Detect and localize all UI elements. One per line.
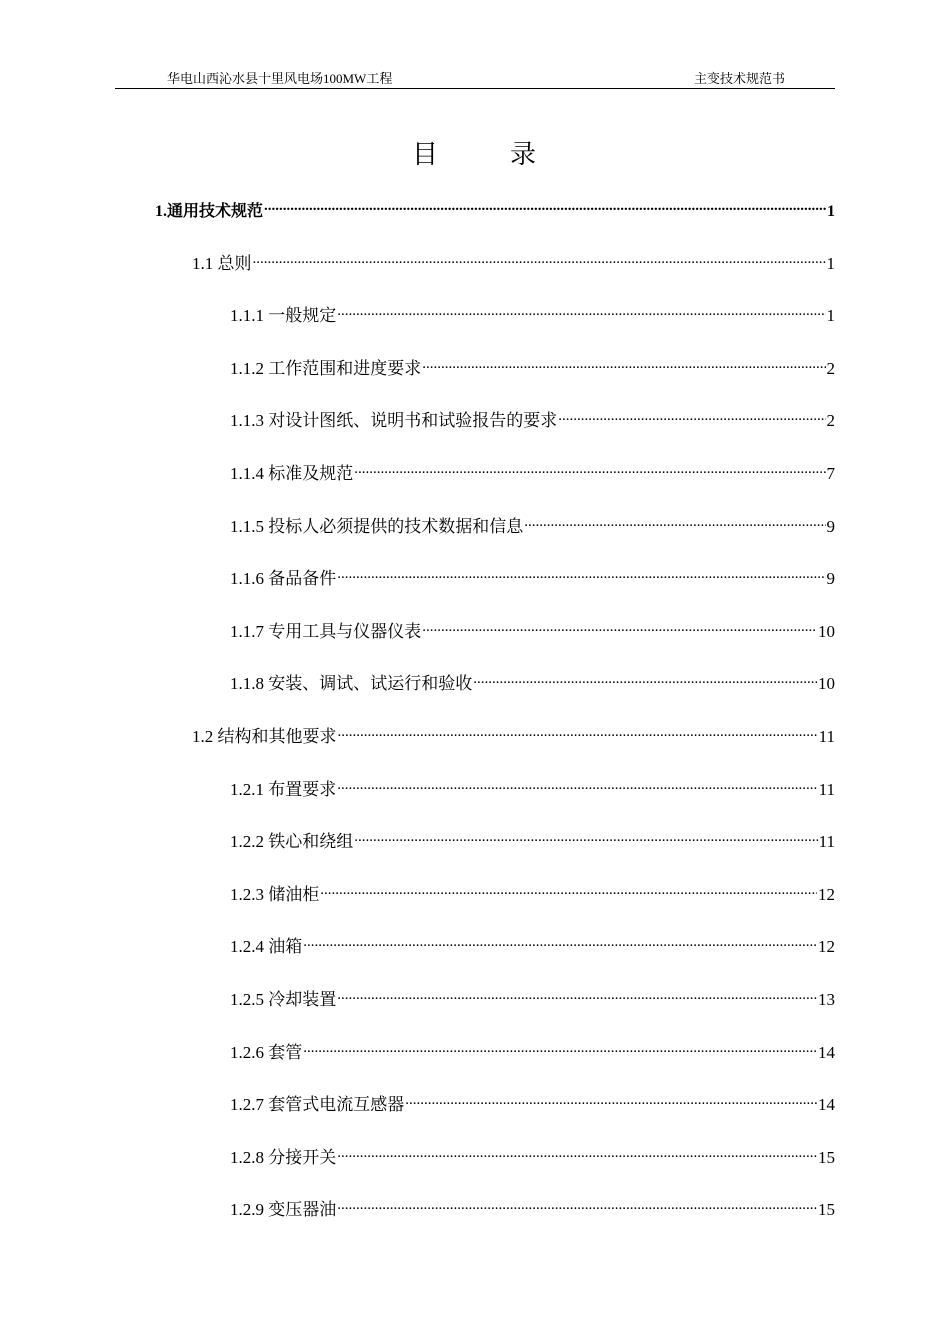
header-document-title: 主变技术规范书	[693, 71, 785, 86]
toc-dot-leader	[264, 190, 826, 216]
toc-dot-leader	[558, 400, 825, 426]
toc-entry-page-number: 7	[826, 464, 835, 483]
toc-dot-leader	[303, 926, 817, 952]
toc-entry[interactable]	[230, 1084, 835, 1115]
toc-dot-leader	[338, 716, 818, 742]
toc-entry-label: 1.2.8 分接开关	[230, 1147, 337, 1167]
toc-entry-page-number: 10	[818, 621, 835, 641]
toc-entry[interactable]	[230, 663, 835, 694]
toc-dot-leader	[422, 348, 825, 374]
toc-heading-char-1: 目	[411, 140, 440, 170]
toc-dot-leader	[337, 769, 817, 795]
toc-entry-page-number: 9	[826, 569, 835, 589]
toc-entry-label: 1.1 总则	[192, 253, 252, 273]
toc-dot-leader	[303, 1032, 817, 1058]
toc-entry-label: 1.1.7 专用工具与仪器仪表	[230, 621, 422, 641]
toc-entry[interactable]	[192, 243, 835, 273]
toc-entry-label: 1.2.1 布置要求	[230, 779, 337, 799]
toc-entry-page-number: 12	[818, 937, 835, 957]
toc-entry-page-number: 11	[818, 727, 835, 746]
toc-entry[interactable]	[230, 1189, 835, 1220]
toc-entry-page-number: 15	[818, 1147, 835, 1167]
toc-entry-label: 1.2.7 套管式电流互感器	[230, 1095, 405, 1115]
toc-entry[interactable]	[230, 1032, 835, 1062]
toc-entry-label: 1.2.2 铁心和绕组	[230, 832, 354, 852]
toc-entry-label: 1.1.8 安装、调试、试运行和验收	[230, 674, 473, 694]
toc-entry-page-number: 2	[826, 411, 835, 431]
toc-entry-label: 1.2.9 变压器油	[230, 1200, 337, 1220]
toc-entry[interactable]	[230, 400, 835, 431]
toc-dot-leader	[405, 1084, 817, 1110]
toc-entry[interactable]	[230, 979, 835, 1009]
toc-entry[interactable]	[230, 926, 835, 957]
toc-dot-leader	[473, 663, 817, 689]
toc-entry[interactable]	[230, 558, 835, 589]
toc-dot-leader	[337, 558, 825, 584]
toc-entry-page-number: 14	[818, 1042, 835, 1062]
toc-entry-page-number: 13	[818, 990, 835, 1009]
toc-entry[interactable]	[230, 611, 835, 641]
toc-entry-label: 1.1.1 一般规定	[230, 306, 337, 326]
toc-dot-leader	[253, 243, 826, 269]
toc-entry[interactable]	[230, 1137, 835, 1167]
toc-entry[interactable]	[155, 190, 835, 220]
toc-dot-leader	[422, 611, 817, 637]
toc-entry-label: 1.1.3 对设计图纸、说明书和试验报告的要求	[230, 411, 558, 431]
toc-entry[interactable]	[230, 821, 835, 852]
toc-dot-leader	[337, 979, 817, 1005]
toc-heading	[0, 134, 950, 171]
toc-entry-page-number: 9	[826, 516, 835, 536]
toc-entry-label: 1.1.6 备品备件	[230, 569, 337, 589]
toc-entry[interactable]	[192, 716, 835, 746]
toc-entry-page-number: 14	[818, 1095, 835, 1115]
toc-entry-page-number: 2	[826, 358, 835, 378]
toc-dot-leader	[524, 506, 825, 532]
toc-entry-page-number: 1	[827, 203, 835, 220]
toc-entry-label: 1.1.5 投标人必须提供的技术数据和信息	[230, 516, 524, 536]
toc-dot-leader	[354, 821, 817, 847]
toc-entry-page-number: 11	[818, 832, 835, 852]
toc-entry-page-number: 1	[826, 306, 835, 326]
toc-dot-leader	[354, 453, 825, 479]
toc-entry[interactable]	[230, 348, 835, 378]
toc-dot-leader	[337, 1189, 817, 1215]
toc-entry-label: 1.2.4 油箱	[230, 937, 303, 957]
toc-dot-leader	[320, 874, 817, 900]
toc-entry[interactable]	[230, 453, 835, 483]
toc-entry[interactable]	[230, 295, 835, 326]
toc-entry-label: 1.通用技术规范	[155, 203, 264, 220]
toc-entry-label: 1.1.4 标准及规范	[230, 464, 354, 483]
toc-entry-label: 1.2.3 储油柜	[230, 884, 320, 904]
toc-entry[interactable]	[230, 506, 835, 536]
toc-entry[interactable]	[230, 874, 835, 904]
toc-entry-label: 1.2.5 冷却装置	[230, 990, 337, 1009]
toc-entry-page-number: 12	[818, 884, 835, 904]
toc-entry-label: 1.2 结构和其他要求	[192, 727, 337, 746]
toc-entry-label: 1.1.2 工作范围和进度要求	[230, 358, 422, 378]
toc-entry-page-number: 15	[818, 1200, 835, 1220]
toc-entry-label: 1.2.6 套管	[230, 1042, 303, 1062]
toc-entry-page-number: 11	[818, 779, 835, 799]
toc-entry-page-number: 1	[826, 253, 835, 273]
toc-heading-char-2: 录	[510, 140, 539, 170]
toc-dot-leader	[337, 1137, 817, 1163]
toc-dot-leader	[337, 295, 825, 321]
header-project-title: 华电山西沁水县十里风电场100MW工程	[167, 71, 393, 86]
page-header	[115, 66, 835, 89]
toc-entry[interactable]	[230, 769, 835, 799]
toc-entry-page-number: 10	[818, 674, 835, 694]
